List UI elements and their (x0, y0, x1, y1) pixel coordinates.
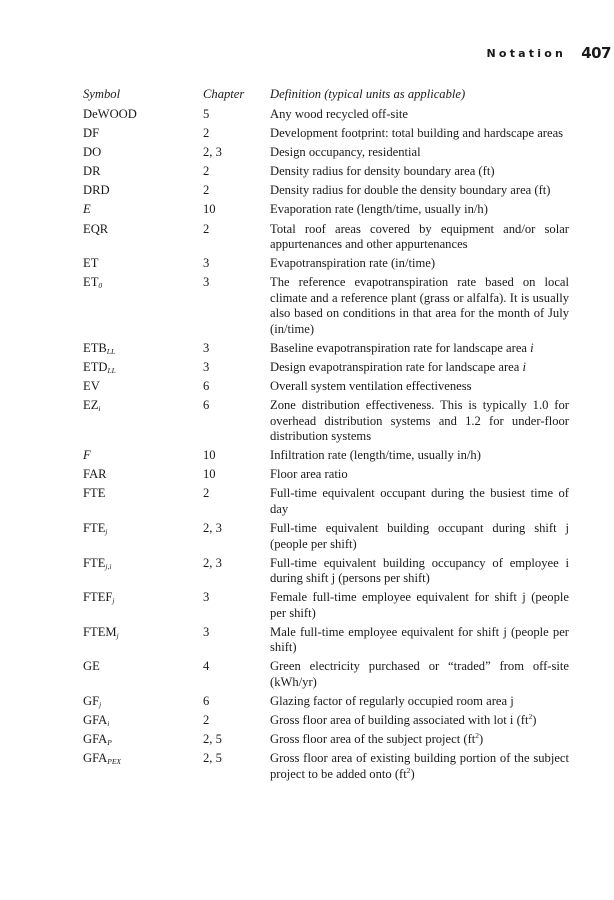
table-row (83, 625, 569, 656)
table-row (83, 694, 569, 710)
row-definition (270, 222, 569, 253)
symbol-text: FTEF (83, 590, 113, 605)
symbol-text: EZ (83, 398, 99, 413)
definition-text: Evaporation rate (length/time, usually in/h) (270, 202, 488, 217)
table-row (83, 590, 569, 621)
row-definition (270, 694, 569, 710)
table-row (83, 467, 569, 483)
table-row (83, 556, 569, 587)
row-symbol (83, 467, 203, 483)
symbol-text: DRD (83, 183, 110, 198)
row-chapter: 3 (203, 590, 210, 605)
row-definition (270, 590, 569, 621)
row-chapter: 3 (203, 275, 210, 290)
page-number: 407 (581, 44, 611, 62)
row-symbol (83, 521, 203, 537)
row-symbol (83, 126, 203, 142)
row-symbol (83, 713, 203, 729)
table-row (83, 486, 569, 517)
symbol-text: GE (83, 659, 100, 674)
row-chapter: 2 (203, 164, 210, 179)
row-definition (270, 556, 569, 587)
table-row (83, 145, 569, 161)
definition-superscript: 2 (528, 712, 533, 722)
definition-variable: i (530, 340, 534, 355)
symbol-subscript: i (107, 719, 110, 729)
definition-text: The reference evapotranspiration rate based on local climate and a reference plant (grass or alfalfa). It is usually also based on conditions in that area for the month of July (in/time) (270, 275, 569, 336)
row-chapter: 10 (203, 202, 216, 217)
definition-text: Design occupancy, residential (270, 145, 421, 160)
row-symbol (83, 486, 203, 502)
table-row (83, 202, 569, 218)
row-definition (270, 751, 569, 782)
symbol-text: F (83, 448, 91, 463)
row-chapter: 2, 5 (203, 751, 222, 766)
row-definition (270, 467, 569, 483)
definition-text: Baseline evapotranspiration rate for landscape area (270, 340, 531, 355)
definition-variable: i (522, 359, 526, 374)
row-chapter: 3 (203, 256, 210, 271)
definition-text: Green electricity purchased or “traded” from off-site (kWh/yr) (270, 659, 569, 689)
symbol-text: ET (83, 256, 99, 271)
definition-text: Infiltration rate (length/time, usually in/h) (270, 448, 481, 463)
table-row (83, 521, 569, 552)
row-definition (270, 713, 569, 729)
row-chapter: 2, 3 (203, 145, 222, 160)
row-symbol (83, 360, 203, 376)
table-row (83, 126, 569, 142)
symbol-text: DO (83, 145, 102, 160)
row-symbol (83, 625, 203, 641)
definition-text: Zone distribution effectiveness. This is typically 1.0 for overhead distribution systems and 1.2 for under-floor distribution systems (270, 398, 569, 444)
row-chapter: 6 (203, 398, 210, 413)
row-chapter: 3 (203, 624, 210, 639)
row-definition (270, 521, 569, 552)
definition-text: Full-time equivalent building occupant during shift j (people per shift) (270, 521, 569, 551)
definition-text: Female full-time employee equivalent for shift j (people per shift) (270, 590, 569, 620)
row-symbol (83, 107, 203, 123)
row-symbol (83, 732, 203, 748)
row-definition (270, 379, 569, 395)
definition-text: Glazing factor of regularly occupied room area j (270, 693, 514, 708)
row-definition (270, 107, 569, 123)
row-definition (270, 625, 569, 656)
row-chapter: 2, 3 (203, 555, 222, 570)
symbol-subscript: j (116, 630, 119, 640)
symbol-text: ET (83, 275, 99, 290)
definition-text: Design evapotranspiration rate for landscape area (270, 359, 523, 374)
row-definition (270, 659, 569, 690)
row-symbol (83, 694, 203, 710)
symbol-text: EQR (83, 221, 109, 236)
definition-text: Total roof areas covered by equipment and/or solar appurtenances and other appurtenances (270, 221, 569, 252)
symbol-text: FTEM (83, 624, 117, 639)
table-row (83, 448, 569, 464)
table-row (83, 713, 569, 729)
header-chapter: Chapter (203, 87, 245, 101)
symbol-text: DR (83, 164, 101, 179)
row-definition (270, 341, 569, 357)
definition-superscript: 2 (406, 765, 411, 775)
row-symbol (83, 183, 203, 199)
table-row (83, 275, 569, 337)
table-row (83, 256, 569, 272)
table-row (83, 732, 569, 748)
definition-text: Development footprint: total building and hardscape areas (270, 126, 564, 141)
symbol-subscript: j (99, 699, 102, 709)
row-definition (270, 398, 569, 445)
symbol-text: ETD (83, 359, 108, 374)
symbol-subscript: 0 (98, 281, 103, 291)
definition-text: Full-time equivalent building occupancy of employee i during shift j (persons per shift) (270, 555, 569, 586)
row-definition (270, 145, 569, 161)
row-chapter: 5 (203, 107, 210, 121)
definition-text: Gross floor area of the subject project (ft (270, 732, 476, 747)
row-symbol (83, 202, 203, 218)
symbol-text: FTE (83, 555, 106, 570)
definition-text: Overall system ventilation effectiveness (270, 379, 472, 394)
definition-end: ) (532, 713, 537, 728)
row-chapter: 4 (203, 659, 210, 674)
table-row (83, 341, 569, 357)
symbol-text: GF (83, 693, 100, 708)
row-definition (270, 275, 569, 337)
row-chapter: 10 (203, 467, 216, 482)
symbol-subscript: j,i (105, 561, 112, 571)
header-definition: Definition (typical units as applicable) (270, 87, 466, 101)
row-chapter: 6 (203, 379, 210, 394)
row-symbol (83, 398, 203, 414)
row-chapter: 2 (203, 486, 210, 501)
definition-text: Gross floor area of existing building portion of the subject project to be added onto (ft (270, 751, 569, 781)
table-row (83, 360, 569, 376)
row-definition (270, 126, 569, 142)
row-definition (270, 732, 569, 748)
definition-end: ) (410, 766, 415, 781)
row-chapter: 10 (203, 448, 216, 463)
table-row (83, 183, 569, 199)
row-definition (270, 183, 569, 199)
definition-text: Evapotranspiration rate (in/time) (270, 256, 436, 271)
symbol-subscript: P (107, 738, 112, 748)
symbol-text: GFA (83, 751, 108, 766)
column-headers (83, 85, 569, 107)
symbol-text: DF (83, 126, 100, 141)
symbol-text: GFA (83, 732, 108, 747)
row-definition (270, 256, 569, 272)
row-chapter: 2 (203, 713, 210, 728)
symbol-text: E (83, 202, 91, 217)
table-row (83, 164, 569, 180)
symbol-text: FTE (83, 521, 106, 535)
symbol-text: FAR (83, 467, 107, 482)
row-symbol (83, 341, 203, 357)
table-row (83, 751, 569, 782)
row-symbol (83, 659, 203, 675)
row-symbol (83, 275, 203, 291)
section-title: Notation (486, 47, 566, 60)
row-symbol (83, 222, 203, 238)
notation-rows (83, 107, 569, 782)
definition-text: Density radius for double the density boundary area (ft) (270, 183, 551, 198)
row-definition (270, 448, 569, 464)
row-chapter: 6 (203, 693, 210, 708)
table-row (83, 222, 569, 253)
symbol-subscript: LL (106, 346, 116, 356)
table-row (83, 107, 569, 123)
row-definition (270, 202, 569, 218)
row-chapter: 2 (203, 221, 210, 236)
header-symbol: Symbol (83, 87, 121, 101)
row-definition (270, 360, 569, 376)
symbol-subscript: i (98, 404, 101, 414)
definition-text: Any wood recycled off-site (270, 107, 408, 121)
symbol-text: ETB (83, 340, 107, 355)
row-chapter: 3 (203, 340, 210, 355)
row-symbol (83, 164, 203, 180)
table-row (83, 379, 569, 395)
row-symbol (83, 379, 203, 395)
symbol-text: GFA (83, 713, 108, 728)
symbol-subscript: PEX (107, 757, 122, 767)
row-definition (270, 164, 569, 180)
row-symbol (83, 145, 203, 161)
symbol-text: DeWOOD (83, 107, 137, 121)
row-chapter: 3 (203, 359, 210, 374)
row-definition (270, 486, 569, 517)
running-header (0, 44, 614, 66)
table-row (83, 398, 569, 445)
row-chapter: 2 (203, 183, 210, 198)
symbol-text: EV (83, 379, 100, 394)
row-symbol (83, 751, 203, 767)
definition-text: Male full-time employee equivalent for shift j (people per shift) (270, 624, 569, 655)
table-row (83, 659, 569, 690)
notation-table (83, 85, 569, 786)
row-symbol (83, 590, 203, 606)
definition-text: Gross floor area of building associated with lot i (ft (270, 713, 529, 728)
row-chapter: 2, 5 (203, 732, 222, 747)
row-chapter: 2 (203, 126, 210, 141)
definition-end: ) (479, 732, 484, 747)
symbol-subscript: LL (107, 365, 116, 375)
definition-superscript: 2 (475, 731, 480, 741)
symbol-text: FTE (83, 486, 106, 501)
symbol-subscript: j (105, 527, 108, 536)
symbol-subscript: j (112, 596, 115, 606)
row-chapter: 2, 3 (203, 521, 222, 535)
row-symbol (83, 448, 203, 464)
definition-text: Full-time equivalent occupant during the busiest time of day (270, 486, 569, 516)
row-symbol (83, 256, 203, 272)
definition-text: Density radius for density boundary area (ft) (270, 164, 495, 179)
row-symbol (83, 556, 203, 572)
definition-text: Floor area ratio (270, 467, 348, 482)
